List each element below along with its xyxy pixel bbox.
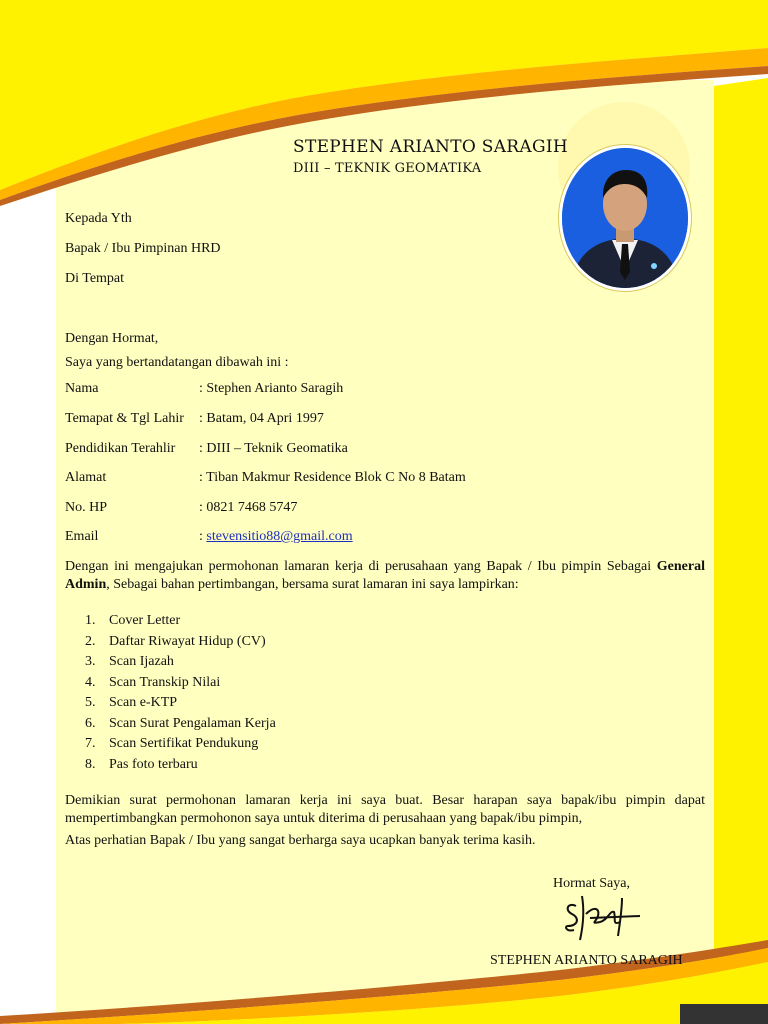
list-item (85, 652, 276, 673)
recipient-line-3: Di Tempat (65, 271, 125, 286)
greeting: Dengan Hormat, (65, 331, 159, 346)
list-item (85, 693, 276, 714)
list-number: 5. (85, 695, 96, 710)
detail-label-name: Nama (65, 381, 99, 396)
list-number: 1. (85, 613, 96, 628)
application-text-after: , Sebagai bahan pertimbangan, bersama surat lamaran ini saya lampirkan: (106, 577, 519, 592)
list-item (85, 673, 276, 694)
list-text: Scan Surat Pengalaman Kerja (109, 715, 276, 731)
list-text: Scan Sertifikat Pendukung (109, 736, 259, 751)
closing-paragraph: Demikian surat permohonan lamaran kerja ini saya buat. Besar harapan saya bapak/ibu pimpin dapat mempertimbangkan permohonon saya untuk diterima di perusahaan yang bapak/ibu pimpin, (65, 793, 705, 826)
list-item (85, 734, 276, 755)
thanks-line: Atas perhatian Bapak / Ibu yang sangat berharga saya ucapkan banyak terima kasih. (65, 833, 536, 848)
applicant-program-subheading: DIII – TEKNIK GEOMATIKA (293, 161, 482, 176)
detail-value-address: : Tiban Makmur Residence Blok C No 8 Batam (199, 470, 466, 485)
list-text: Scan e-KTP (109, 695, 178, 710)
application-paragraph (65, 558, 705, 594)
list-text: Daftar Riwayat Hidup (CV) (109, 633, 266, 649)
list-number: 2. (85, 633, 96, 649)
list-number: 8. (85, 756, 96, 772)
list-item (85, 714, 276, 735)
detail-label-address: Alamat (65, 470, 107, 485)
list-text: Cover Letter (109, 613, 181, 628)
applied-position: General Admin (65, 559, 705, 592)
recipient-line-1: Kepada Yth (65, 211, 132, 226)
list-item (85, 632, 276, 653)
email-colon: : (199, 529, 207, 544)
profile-photo (559, 145, 691, 291)
detail-label-birth: Temapat & Tgl Lahir (65, 411, 184, 426)
recipient-line-2: Bapak / Ibu Pimpinan HRD (65, 241, 221, 256)
detail-label-education: Pendidikan Terahlir (65, 441, 176, 456)
list-text: Scan Ijazah (109, 654, 174, 669)
list-item (85, 755, 276, 776)
detail-value-name: : Stephen Arianto Saragih (199, 381, 344, 396)
regards-line: Hormat Saya, (553, 876, 630, 891)
list-text: Scan Transkip Nilai (109, 674, 221, 690)
applicant-name-heading: STEPHEN ARIANTO SARAGIH (293, 137, 568, 157)
signature-image (560, 892, 642, 944)
application-text-before: Dengan ini mengajukan permohonan lamaran kerja di perusahaan yang Bapak / Ibu pimpin Sebagai (65, 559, 657, 574)
list-number: 4. (85, 674, 96, 690)
intro-line: Saya yang bertandatangan dibawah ini : (65, 355, 289, 370)
detail-label-email: Email (65, 529, 99, 544)
detail-value-birth: : Batam, 04 Apri 1997 (199, 411, 324, 426)
detail-label-phone: No. HP (65, 500, 108, 515)
list-number: 3. (85, 654, 96, 669)
detail-value-education: : DIII – Teknik Geomatika (199, 441, 348, 456)
list-text: Pas foto terbaru (109, 756, 198, 772)
email-link[interactable]: stevensitio88@gmail.com (206, 529, 353, 544)
list-number: 7. (85, 736, 96, 751)
detail-value-email (199, 528, 353, 546)
detail-value-phone: : 0821 7468 5747 (199, 500, 298, 515)
list-number: 6. (85, 715, 96, 731)
attachment-list (85, 611, 276, 775)
signer-name: STEPHEN ARIANTO SARAGIH (490, 953, 683, 968)
list-item (85, 611, 276, 632)
